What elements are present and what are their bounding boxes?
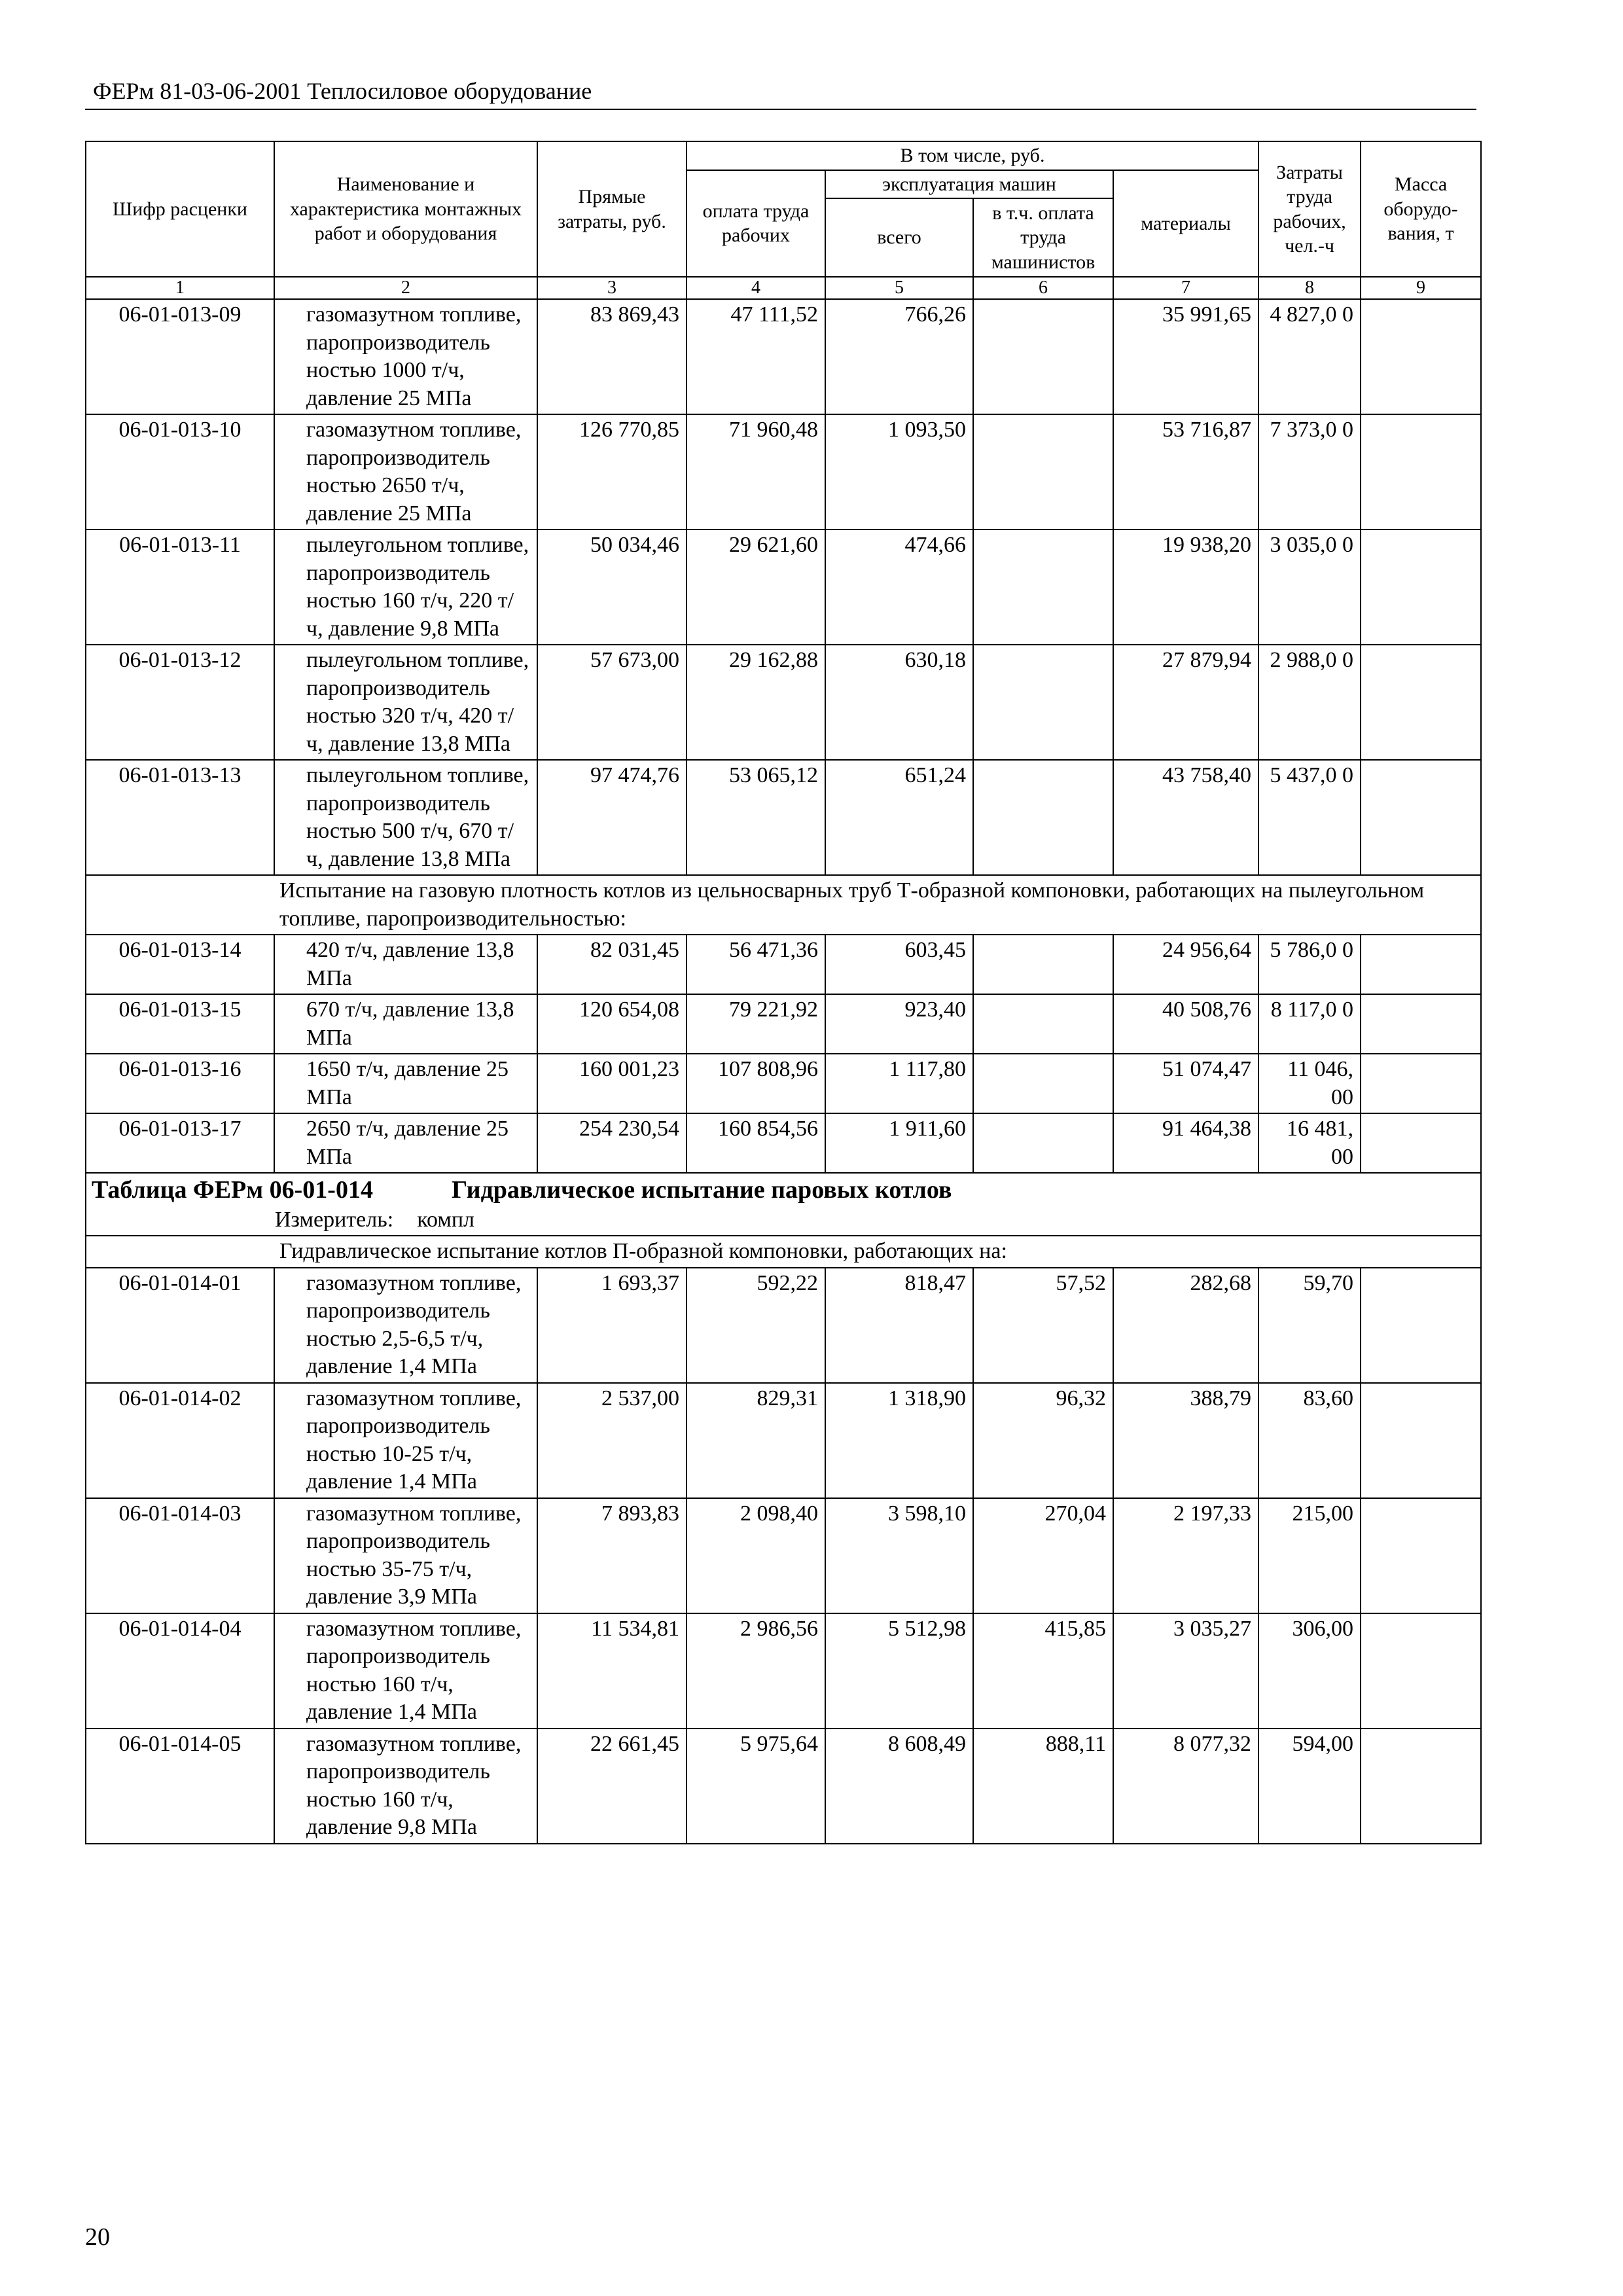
row-machines-wages: 888,11 <box>973 1729 1113 1844</box>
row-wages: 47 111,52 <box>687 299 825 414</box>
table-row <box>86 1613 1481 1729</box>
row-name: газомазутном топливе, паропроизводитель ностью 160 т/ч, давление 9,8 МПа <box>274 1729 537 1844</box>
meter-unit: компл <box>417 1207 475 1232</box>
row-mass <box>1361 1613 1481 1729</box>
row-machines-wages <box>973 935 1113 994</box>
row-machines-wages <box>973 1113 1113 1173</box>
row-wages: 5 975,64 <box>687 1729 825 1844</box>
row-labor: 2 988,0 0 <box>1258 645 1361 760</box>
row-direct-costs: 83 869,43 <box>537 299 687 414</box>
table-014-label: Таблица ФЕРм 06-01-014 <box>92 1176 373 1204</box>
row-name: газомазутном топливе, паропроизводитель ностью 35-75 т/ч, давление 3,9 МПа <box>274 1498 537 1613</box>
row-name: газомазутном топливе, паропроизводитель ностью 1000 т/ч, давление 25 МПа <box>274 299 537 414</box>
row-direct-costs: 2 537,00 <box>537 1383 687 1498</box>
row-machines-total: 1 318,90 <box>825 1383 973 1498</box>
row-labor: 5 437,0 0 <box>1258 760 1361 875</box>
row-wages: 2 986,56 <box>687 1613 825 1729</box>
row-labor: 83,60 <box>1258 1383 1361 1498</box>
row-labor: 11 046, 00 <box>1258 1054 1361 1113</box>
col-number: 3 <box>537 277 687 299</box>
row-code: 06-01-014-03 <box>86 1498 274 1613</box>
row-wages: 829,31 <box>687 1383 825 1498</box>
row-labor: 306,00 <box>1258 1613 1361 1729</box>
col-number: 7 <box>1113 277 1258 299</box>
row-labor: 5 786,0 0 <box>1258 935 1361 994</box>
row-code: 06-01-013-12 <box>86 645 274 760</box>
col-header-labor: Затраты труда рабочих, чел.-ч <box>1258 141 1361 277</box>
row-machines-total: 923,40 <box>825 994 973 1054</box>
row-wages: 29 621,60 <box>687 529 825 645</box>
col-number: 6 <box>973 277 1113 299</box>
row-direct-costs: 97 474,76 <box>537 760 687 875</box>
row-machines-wages: 57,52 <box>973 1268 1113 1383</box>
row-direct-costs: 126 770,85 <box>537 414 687 529</box>
table-row <box>86 1268 1481 1383</box>
row-materials: 2 197,33 <box>1113 1498 1258 1613</box>
row-materials: 27 879,94 <box>1113 645 1258 760</box>
col-header-incl: В том числе, руб. <box>687 141 1258 170</box>
page-header-title: ФЕРм 81-03-06-2001 Теплосиловое оборудование <box>93 78 592 104</box>
row-name: пылеугольном топливе, паропроизводитель ностью 160 т/ч, 220 т/ч, давление 9,8 МПа <box>274 529 537 645</box>
row-labor: 215,00 <box>1258 1498 1361 1613</box>
row-direct-costs: 254 230,54 <box>537 1113 687 1173</box>
row-code: 06-01-013-11 <box>86 529 274 645</box>
row-machines-total: 474,66 <box>825 529 973 645</box>
row-machines-total: 630,18 <box>825 645 973 760</box>
table-row <box>86 1383 1481 1498</box>
row-wages: 79 221,92 <box>687 994 825 1054</box>
row-labor: 59,70 <box>1258 1268 1361 1383</box>
row-machines-wages <box>973 645 1113 760</box>
row-machines-total: 651,24 <box>825 760 973 875</box>
row-code: 06-01-013-10 <box>86 414 274 529</box>
row-name: газомазутном топливе, паропроизводитель ностью 2,5-6,5 т/ч, давление 1,4 МПа <box>274 1268 537 1383</box>
section-title-gas: Испытание на газовую плотность котлов из цельносварных труб Т-образной компоновки, работающих на пылеугольном топливе, паропроизводительностью: <box>274 875 1481 935</box>
row-machines-wages <box>973 414 1113 529</box>
col-header-mass: Масса оборудо-вания, т <box>1361 141 1481 277</box>
row-direct-costs: 50 034,46 <box>537 529 687 645</box>
col-number: 8 <box>1258 277 1361 299</box>
row-machines-total: 603,45 <box>825 935 973 994</box>
row-machines-total: 5 512,98 <box>825 1613 973 1729</box>
row-materials: 43 758,40 <box>1113 760 1258 875</box>
row-materials: 3 035,27 <box>1113 1613 1258 1729</box>
row-name: пылеугольном топливе, паропроизводитель ностью 320 т/ч, 420 т/ч, давление 13,8 МПа <box>274 645 537 760</box>
row-wages: 592,22 <box>687 1268 825 1383</box>
table-014-title-row <box>86 1173 1481 1236</box>
row-machines-wages <box>973 1054 1113 1113</box>
row-machines-total: 3 598,10 <box>825 1498 973 1613</box>
row-mass <box>1361 414 1481 529</box>
row-machines-total: 8 608,49 <box>825 1729 973 1844</box>
row-direct-costs: 160 001,23 <box>537 1054 687 1113</box>
row-code: 06-01-013-16 <box>86 1054 274 1113</box>
row-machines-total: 1 093,50 <box>825 414 973 529</box>
row-materials: 388,79 <box>1113 1383 1258 1498</box>
row-wages: 56 471,36 <box>687 935 825 994</box>
row-machines-total: 766,26 <box>825 299 973 414</box>
row-materials: 24 956,64 <box>1113 935 1258 994</box>
row-name: 420 т/ч, давление 13,8 МПа <box>274 935 537 994</box>
row-code: 06-01-013-15 <box>86 994 274 1054</box>
row-mass <box>1361 529 1481 645</box>
row-labor: 7 373,0 0 <box>1258 414 1361 529</box>
table-014-title: Гидравлическое испытание паровых котлов <box>451 1176 952 1204</box>
row-labor: 594,00 <box>1258 1729 1361 1844</box>
table-row <box>86 1498 1481 1613</box>
row-labor: 3 035,0 0 <box>1258 529 1361 645</box>
row-direct-costs: 22 661,45 <box>537 1729 687 1844</box>
col-header-machines-total: всего <box>825 198 973 277</box>
row-wages: 107 808,96 <box>687 1054 825 1113</box>
section-title-hydraulic: Гидравлическое испытание котлов П-образной компоновки, работающих на: <box>274 1236 1481 1268</box>
row-machines-wages <box>973 994 1113 1054</box>
row-direct-costs: 7 893,83 <box>537 1498 687 1613</box>
row-direct-costs: 120 654,08 <box>537 994 687 1054</box>
row-machines-wages: 270,04 <box>973 1498 1113 1613</box>
row-code: 06-01-014-02 <box>86 1383 274 1498</box>
row-mass <box>1361 1383 1481 1498</box>
row-name: 1650 т/ч, давление 25 МПа <box>274 1054 537 1113</box>
table-row <box>86 760 1481 875</box>
gas-section <box>86 875 1481 935</box>
row-machines-total: 1 911,60 <box>825 1113 973 1173</box>
table-row <box>86 1113 1481 1173</box>
row-code: 06-01-013-17 <box>86 1113 274 1173</box>
col-number: 1 <box>86 277 274 299</box>
row-labor: 8 117,0 0 <box>1258 994 1361 1054</box>
section-row <box>86 875 1481 935</box>
row-direct-costs: 1 693,37 <box>537 1268 687 1383</box>
col-header-direct: Прямые затраты, руб. <box>537 141 687 277</box>
col-header-materials: материалы <box>1113 170 1258 278</box>
row-name: газомазутном топливе, паропроизводитель ностью 10-25 т/ч, давление 1,4 МПа <box>274 1383 537 1498</box>
table-row <box>86 1729 1481 1844</box>
rates-table <box>85 141 1482 1844</box>
table-row <box>86 645 1481 760</box>
row-machines-total: 818,47 <box>825 1268 973 1383</box>
row-direct-costs: 82 031,45 <box>537 935 687 994</box>
row-mass <box>1361 994 1481 1054</box>
row-wages: 53 065,12 <box>687 760 825 875</box>
row-mass <box>1361 299 1481 414</box>
row-direct-costs: 57 673,00 <box>537 645 687 760</box>
row-name: 670 т/ч, давление 13,8 МПа <box>274 994 537 1054</box>
row-materials: 35 991,65 <box>1113 299 1258 414</box>
row-machines-wages <box>973 760 1113 875</box>
header-rule <box>85 109 1476 110</box>
row-code: 06-01-014-04 <box>86 1613 274 1729</box>
row-mass <box>1361 1498 1481 1613</box>
col-number: 5 <box>825 277 973 299</box>
table-row <box>86 529 1481 645</box>
row-mass <box>1361 935 1481 994</box>
table-014-heading <box>86 1173 1481 1268</box>
table-header <box>86 141 1481 299</box>
row-machines-wages: 96,32 <box>973 1383 1113 1498</box>
table-row <box>86 1054 1481 1113</box>
row-machines-wages: 415,85 <box>973 1613 1113 1729</box>
table-row <box>86 414 1481 529</box>
row-code: 06-01-014-05 <box>86 1729 274 1844</box>
row-labor: 16 481, 00 <box>1258 1113 1361 1173</box>
col-number: 4 <box>687 277 825 299</box>
row-direct-costs: 11 534,81 <box>537 1613 687 1729</box>
row-materials: 40 508,76 <box>1113 994 1258 1054</box>
row-machines-wages <box>973 299 1113 414</box>
col-header-code: Шифр расценки <box>86 141 274 277</box>
row-name: газомазутном топливе, паропроизводитель ностью 2650 т/ч, давление 25 МПа <box>274 414 537 529</box>
row-materials: 53 716,87 <box>1113 414 1258 529</box>
col-header-wages: оплата труда рабочих <box>687 170 825 278</box>
row-code: 06-01-013-14 <box>86 935 274 994</box>
col-header-machines: эксплуатация машин <box>825 170 1113 199</box>
row-materials: 51 074,47 <box>1113 1054 1258 1113</box>
page-number: 20 <box>85 2223 110 2251</box>
row-wages: 71 960,48 <box>687 414 825 529</box>
row-mass <box>1361 1729 1481 1844</box>
col-header-name: Наименование и характеристика монтажных работ и оборудования <box>274 141 537 277</box>
row-code: 06-01-013-13 <box>86 760 274 875</box>
row-mass <box>1361 1268 1481 1383</box>
table-row <box>86 299 1481 414</box>
row-labor: 4 827,0 0 <box>1258 299 1361 414</box>
row-code: 06-01-014-01 <box>86 1268 274 1383</box>
meter-label: Измеритель: <box>275 1207 394 1232</box>
row-materials: 282,68 <box>1113 1268 1258 1383</box>
row-wages: 160 854,56 <box>687 1113 825 1173</box>
row-machines-wages <box>973 529 1113 645</box>
rows-group-a <box>86 299 1481 875</box>
rows-group-c <box>86 1268 1481 1844</box>
table-row <box>86 994 1481 1054</box>
row-wages: 2 098,40 <box>687 1498 825 1613</box>
row-code: 06-01-013-09 <box>86 299 274 414</box>
row-name: 2650 т/ч, давление 25 МПа <box>274 1113 537 1173</box>
col-number: 2 <box>274 277 537 299</box>
row-materials: 8 077,32 <box>1113 1729 1258 1844</box>
row-mass <box>1361 1113 1481 1173</box>
row-materials: 91 464,38 <box>1113 1113 1258 1173</box>
row-mass <box>1361 645 1481 760</box>
row-name: газомазутном топливе, паропроизводитель ностью 160 т/ч, давление 1,4 МПа <box>274 1613 537 1729</box>
row-machines-total: 1 117,80 <box>825 1054 973 1113</box>
row-name: пылеугольном топливе, паропроизводитель ностью 500 т/ч, 670 т/ч, давление 13,8 МПа <box>274 760 537 875</box>
rows-group-b <box>86 935 1481 1173</box>
table-row <box>86 935 1481 994</box>
row-materials: 19 938,20 <box>1113 529 1258 645</box>
row-mass <box>1361 1054 1481 1113</box>
col-header-machines-wages: в т.ч. оплата труда машинистов <box>973 198 1113 277</box>
column-numbers-row <box>86 277 1481 299</box>
section-row <box>86 1236 1481 1268</box>
row-mass <box>1361 760 1481 875</box>
row-wages: 29 162,88 <box>687 645 825 760</box>
col-number: 9 <box>1361 277 1481 299</box>
